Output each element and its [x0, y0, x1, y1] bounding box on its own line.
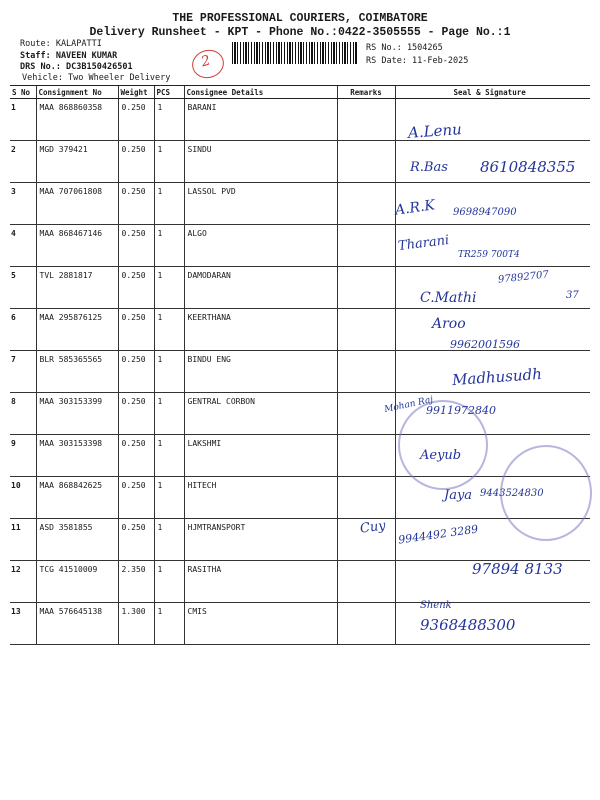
- cell-weight: 0.250: [118, 351, 154, 393]
- cell-consignment: MAA 868842625: [36, 477, 118, 519]
- handwritten-phone: 9368488300: [420, 616, 516, 634]
- table-row: [10, 519, 590, 561]
- cell-weight: 0.250: [118, 435, 154, 477]
- cell-consignee: BARANI: [184, 99, 337, 141]
- handwritten-signature: Aroo: [432, 316, 466, 332]
- table-row: [10, 99, 590, 141]
- cell-consignee: LASSOL PVD: [184, 183, 337, 225]
- cell-weight: 0.250: [118, 309, 154, 351]
- cell-pcs: 1: [154, 183, 184, 225]
- cell-weight: 0.250: [118, 99, 154, 141]
- cell-sno: 6: [10, 309, 36, 351]
- table-row: [10, 267, 590, 309]
- handwritten-note: 37: [566, 290, 579, 301]
- cell-remarks: [337, 267, 395, 309]
- handwritten-phone: 9443524830: [480, 488, 544, 499]
- col-sno: S No: [10, 86, 36, 99]
- cell-pcs: 1: [154, 99, 184, 141]
- cell-consignee: LAKSHMI: [184, 435, 337, 477]
- handwritten-phone: 9698947090: [453, 207, 517, 218]
- company-title: THE PROFESSIONAL COURIERS, COIMBATORE: [172, 12, 428, 25]
- cell-consignee: KEERTHANA: [184, 309, 337, 351]
- cell-consignee: DAMODARAN: [184, 267, 337, 309]
- rs-number: RS No.: 1504265: [366, 43, 443, 53]
- cell-consignment: ASD 3581855: [36, 519, 118, 561]
- cell-remarks: [337, 183, 395, 225]
- runsheet-subtitle: Delivery Runsheet - KPT - Phone No.:0422-3505555 - Page No.:1: [89, 26, 511, 39]
- cell-consignment: TVL 2881817: [36, 267, 118, 309]
- cell-consignment: MAA 868860358: [36, 99, 118, 141]
- cell-pcs: 1: [154, 393, 184, 435]
- cell-sno: 3: [10, 183, 36, 225]
- handwritten-phone: 9962001596: [450, 338, 520, 351]
- cell-sno: 7: [10, 351, 36, 393]
- cell-consignee: CMIS: [184, 603, 337, 645]
- cell-sno: 4: [10, 225, 36, 267]
- barcode-image: [232, 42, 358, 64]
- table-header-row: [10, 86, 590, 99]
- handwritten-signature: Mohan Raj: [383, 394, 435, 416]
- cell-remarks: [337, 477, 395, 519]
- col-consignee: Consignee Details: [184, 86, 337, 99]
- cell-remarks: [337, 603, 395, 645]
- cell-sno: 11: [10, 519, 36, 561]
- handwritten-signature: C.Mathi: [420, 290, 477, 306]
- cell-remarks: [337, 309, 395, 351]
- cell-consignee: HITECH: [184, 477, 337, 519]
- cell-consignment: MAA 303153399: [36, 393, 118, 435]
- cell-weight: 1.300: [118, 603, 154, 645]
- cell-remarks: [337, 561, 395, 603]
- cell-consignment: BLR 585365565: [36, 351, 118, 393]
- cell-pcs: 1: [154, 561, 184, 603]
- cell-remarks: [337, 435, 395, 477]
- cell-pcs: 1: [154, 519, 184, 561]
- table-row: [10, 435, 590, 477]
- cell-consignee: RASITHA: [184, 561, 337, 603]
- handwritten-signature: Shenk: [420, 600, 452, 611]
- cell-sno: 10: [10, 477, 36, 519]
- circled-mark: 2: [189, 46, 227, 81]
- cell-weight: 0.250: [118, 519, 154, 561]
- cell-weight: 0.250: [118, 267, 154, 309]
- col-signature: Seal & Signature: [395, 86, 590, 99]
- cell-remarks: [337, 225, 395, 267]
- handwritten-signature: Jaya: [444, 488, 473, 503]
- cell-consignment: MAA 576645138: [36, 603, 118, 645]
- cell-remarks: [337, 99, 395, 141]
- cell-consignment: TCG 41510009: [36, 561, 118, 603]
- cell-weight: 0.250: [118, 477, 154, 519]
- handwritten-phone: 97892707: [497, 269, 550, 286]
- route-label: Route: KALAPATTI: [20, 39, 102, 49]
- col-consignment: Consignment No: [36, 86, 118, 99]
- cell-weight: 0.250: [118, 183, 154, 225]
- drs-number: DRS No.: DC3B150426501: [20, 62, 133, 72]
- handwritten-signature: Madhusudh: [451, 364, 543, 390]
- cell-consignee: HJMTRANSPORT: [184, 519, 337, 561]
- cell-pcs: 1: [154, 435, 184, 477]
- cell-sno: 12: [10, 561, 36, 603]
- cell-pcs: 1: [154, 309, 184, 351]
- handwritten-signature: R.Bas: [410, 160, 448, 175]
- cell-sno: 1: [10, 99, 36, 141]
- handwritten-signature: Tharani: [397, 232, 451, 255]
- cell-pcs: 1: [154, 225, 184, 267]
- handwritten-phone: 8610848355: [480, 158, 576, 176]
- col-weight: Weight: [118, 86, 154, 99]
- handwritten-signature: A.R.K: [394, 197, 436, 219]
- cell-weight: 0.250: [118, 141, 154, 183]
- vehicle-label: Vehicle: Two Wheeler Delivery: [22, 73, 171, 83]
- cell-consignment: MAA 295876125: [36, 309, 118, 351]
- cell-consignment: MAA 303153398: [36, 435, 118, 477]
- cell-consignee: GENTRAL CORBON: [184, 393, 337, 435]
- cell-remarks: [337, 141, 395, 183]
- cell-sno: 13: [10, 603, 36, 645]
- cell-weight: 0.250: [118, 393, 154, 435]
- cell-pcs: 1: [154, 141, 184, 183]
- handwritten-phone: 9944492 3289: [397, 522, 479, 547]
- cell-pcs: 1: [154, 603, 184, 645]
- handwritten-phone: 9911972840: [426, 404, 496, 417]
- handwritten-note: TR259 700T4: [458, 250, 520, 260]
- cell-weight: 0.250: [118, 225, 154, 267]
- cell-consignee: SINDU: [184, 141, 337, 183]
- handwritten-signature: Cuy: [359, 518, 387, 537]
- cell-pcs: 1: [154, 351, 184, 393]
- cell-consignment: MAA 707061808: [36, 183, 118, 225]
- rs-date: RS Date: 11-Feb-2025: [366, 56, 469, 66]
- handwritten-signature: Aeyub: [420, 448, 462, 463]
- staff-label: Staff: NAVEEN KUMAR: [20, 51, 118, 61]
- col-pcs: PCS: [154, 86, 184, 99]
- cell-consignee: BINDU ENG: [184, 351, 337, 393]
- cell-consignment: MGD 379421: [36, 141, 118, 183]
- cell-pcs: 1: [154, 267, 184, 309]
- col-remarks: Remarks: [337, 86, 395, 99]
- cell-consignee: ALGO: [184, 225, 337, 267]
- cell-sno: 5: [10, 267, 36, 309]
- handwritten-signature: A.Lenu: [407, 120, 463, 142]
- cell-sno: 8: [10, 393, 36, 435]
- cell-weight: 2.350: [118, 561, 154, 603]
- cell-consignment: MAA 868467146: [36, 225, 118, 267]
- handwritten-phone: 97894 8133: [472, 560, 563, 578]
- table-row: [10, 183, 590, 225]
- cell-sno: 9: [10, 435, 36, 477]
- table-row: [10, 225, 590, 267]
- cell-pcs: 1: [154, 477, 184, 519]
- cell-remarks: [337, 351, 395, 393]
- cell-sno: 2: [10, 141, 36, 183]
- table-row: [10, 393, 590, 435]
